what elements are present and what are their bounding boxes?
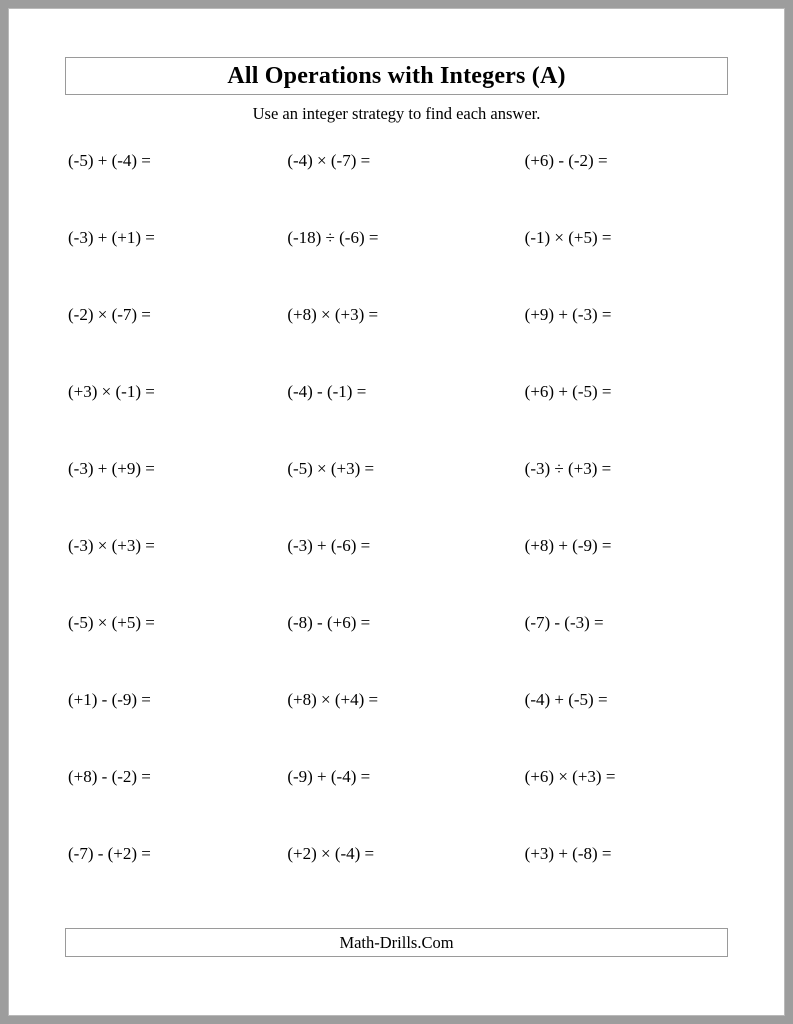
problem-item: (+6) - (-2) = xyxy=(524,151,608,170)
problem-item: (-3) + (+9) = xyxy=(68,459,155,478)
problem-grid xyxy=(65,151,728,921)
problem-item: (+3) × (-1) = xyxy=(68,382,155,401)
footer-box xyxy=(65,928,728,957)
worksheet-sheet xyxy=(9,9,784,1015)
problem-row xyxy=(65,459,728,536)
footer-credit: Math-Drills.Com xyxy=(339,932,454,952)
page-title: All Operations with Integers (A) xyxy=(227,62,566,89)
problem-row xyxy=(65,536,728,613)
problem-row xyxy=(65,844,728,921)
title-box xyxy=(65,57,728,95)
problem-item: (-1) × (+5) = xyxy=(524,228,612,247)
problem-item: (+8) × (+4) = xyxy=(287,690,379,709)
problem-item: (-4) × (-7) = xyxy=(287,151,371,170)
problem-item: (-7) - (+2) = xyxy=(68,844,151,863)
problem-item: (-2) × (-7) = xyxy=(68,305,151,324)
problem-item: (+2) × (-4) = xyxy=(287,844,375,863)
problem-item: (-5) × (+3) = xyxy=(287,459,375,478)
instructions-text: Use an integer strategy to find each answer. xyxy=(252,104,541,123)
problem-row xyxy=(65,613,728,690)
problem-item: (+3) + (-8) = xyxy=(524,844,612,863)
problem-item: (+8) × (+3) = xyxy=(287,305,379,324)
problem-row xyxy=(65,382,728,459)
problem-item: (+6) + (-5) = xyxy=(524,382,612,401)
problem-row xyxy=(65,690,728,767)
problem-item: (-9) + (-4) = xyxy=(287,767,371,786)
problem-row xyxy=(65,305,728,382)
problem-item: (-3) × (+3) = xyxy=(68,536,155,555)
problem-row xyxy=(65,767,728,844)
worksheet-page xyxy=(8,8,785,1016)
problem-row xyxy=(65,228,728,305)
problem-item: (+1) - (-9) = xyxy=(68,690,151,709)
problem-item: (+6) × (+3) = xyxy=(524,767,616,786)
problem-item: (-5) × (+5) = xyxy=(68,613,155,632)
problem-item: (+8) - (-2) = xyxy=(68,767,151,786)
problem-item: (-18) ÷ (-6) = xyxy=(287,228,379,247)
problem-item: (+8) + (-9) = xyxy=(524,536,612,555)
problem-item: (-3) + (+1) = xyxy=(68,228,155,247)
problem-item: (-8) - (+6) = xyxy=(287,613,371,632)
problem-item: (-4) + (-5) = xyxy=(524,690,608,709)
problem-item: (-5) + (-4) = xyxy=(68,151,151,170)
problem-item: (-3) + (-6) = xyxy=(287,536,371,555)
problem-item: (-7) - (-3) = xyxy=(524,613,604,632)
problem-item: (-4) - (-1) = xyxy=(287,382,367,401)
problem-item: (+9) + (-3) = xyxy=(524,305,612,324)
problem-row xyxy=(65,151,728,228)
problem-item: (-3) ÷ (+3) = xyxy=(524,459,612,478)
